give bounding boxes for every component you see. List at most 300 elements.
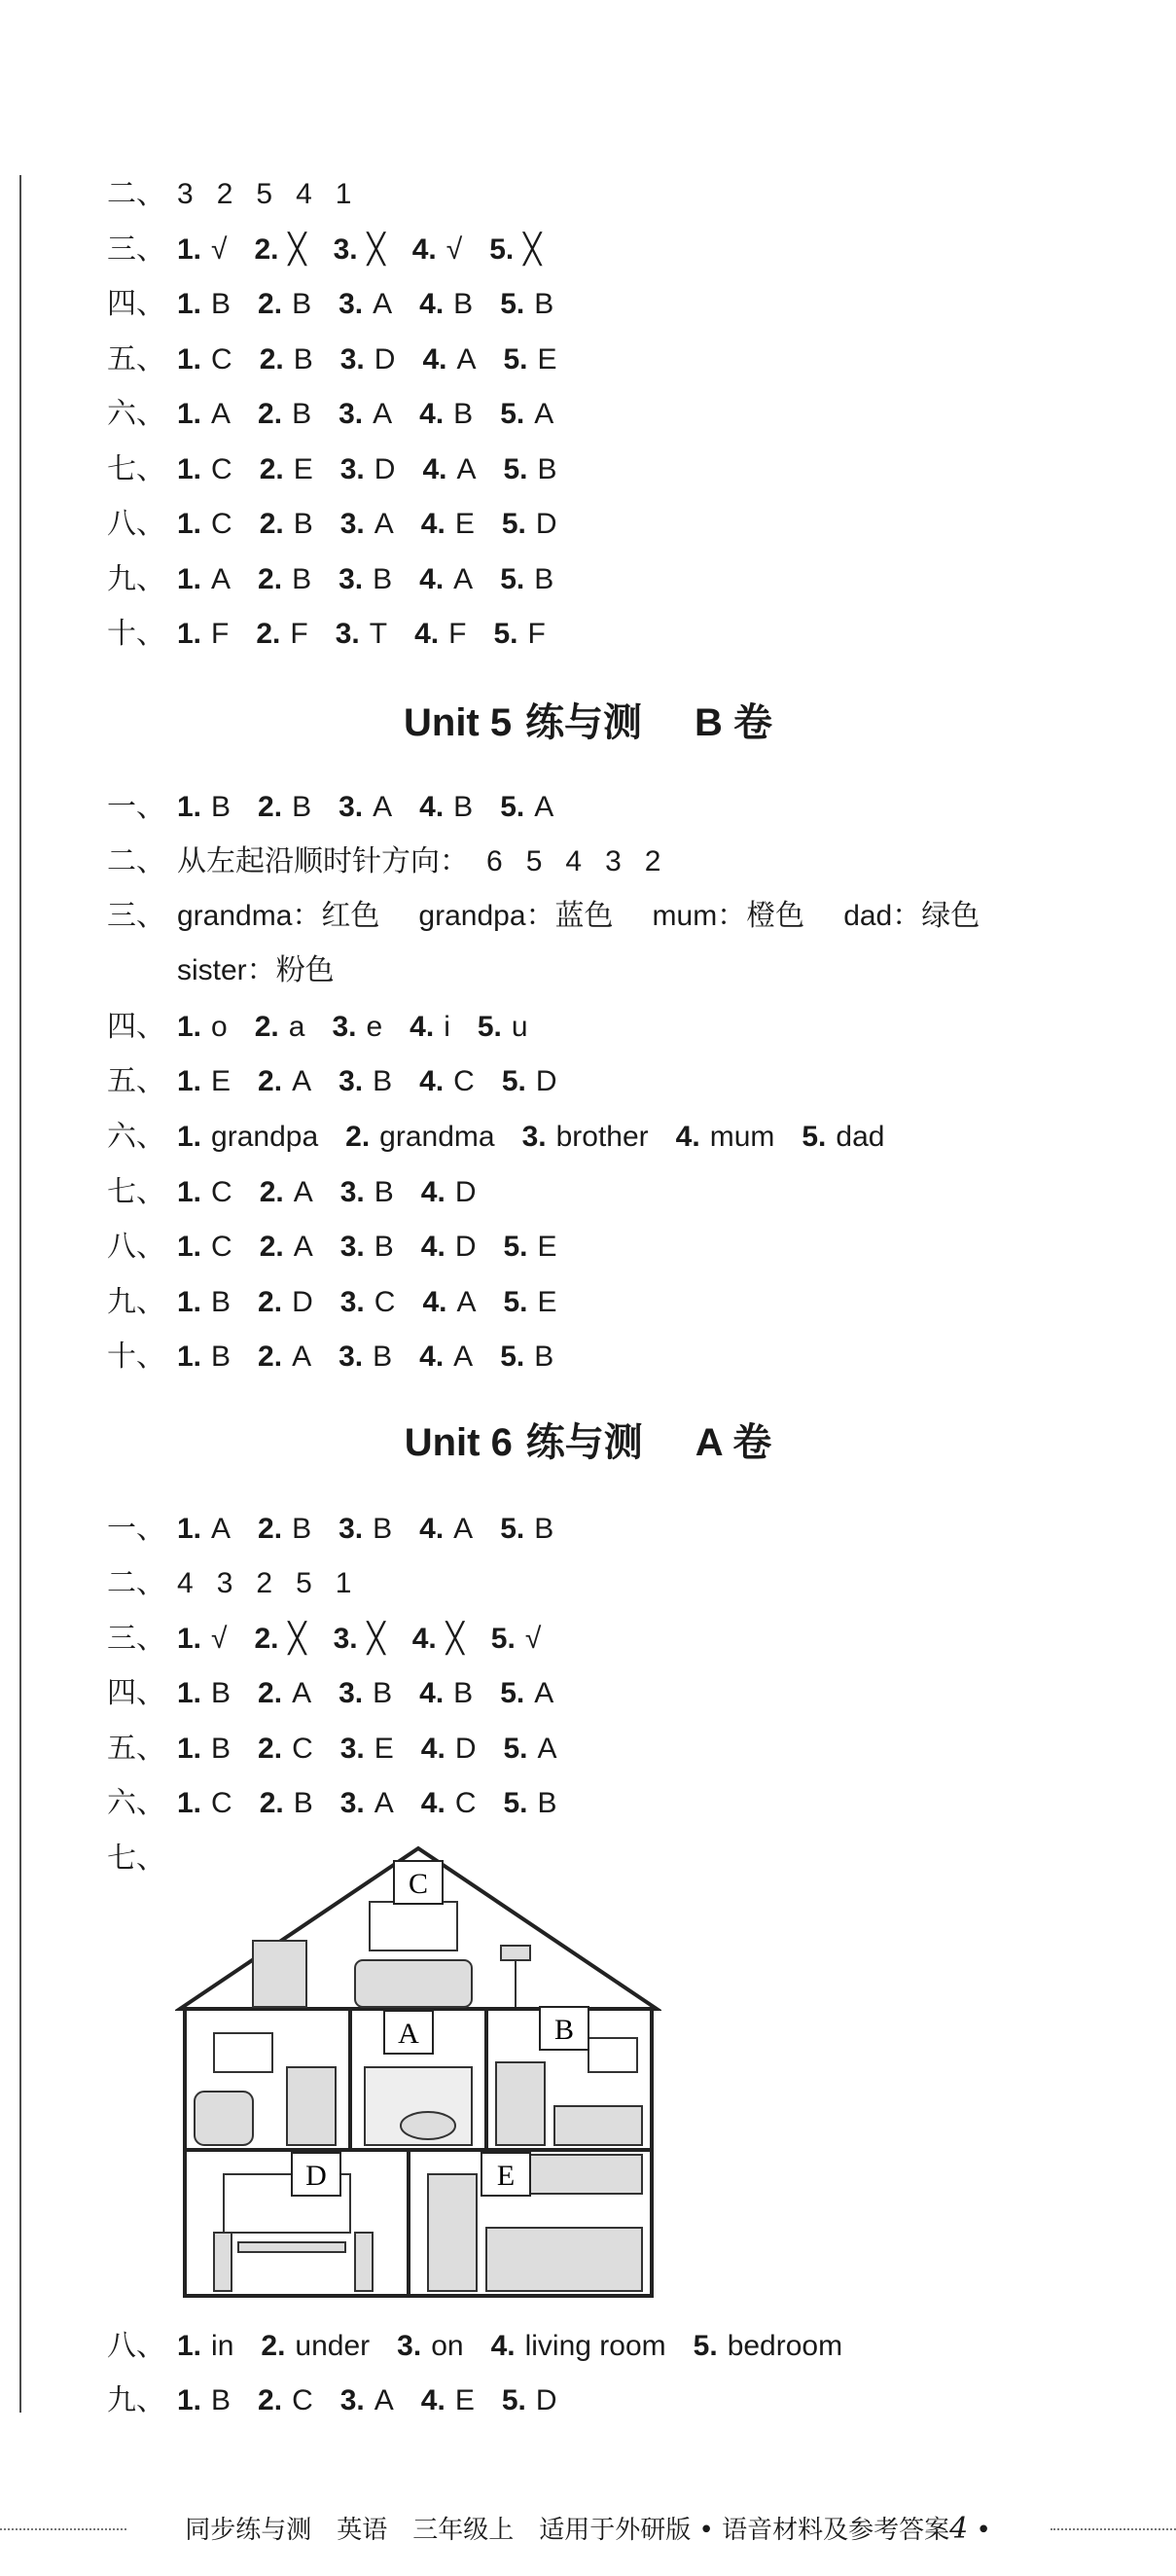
- sequence-value: 4: [177, 1567, 194, 1599]
- answer-item: [504, 450, 557, 489]
- item-answer: A: [373, 398, 393, 430]
- sequence-value: 4: [296, 178, 312, 210]
- answer-item: [339, 1062, 392, 1101]
- item-number: 4.: [411, 233, 437, 266]
- item-number: 1.: [177, 1733, 202, 1765]
- answer-item: [177, 1338, 231, 1377]
- question-number: 三、: [107, 1622, 165, 1656]
- item-answer: B: [211, 791, 232, 823]
- color-answer: [653, 900, 805, 932]
- sequence-value: 2: [256, 1567, 273, 1599]
- item-answer: B: [534, 288, 554, 320]
- answer-row: [107, 2381, 585, 2420]
- item-number: 3.: [339, 1513, 364, 1545]
- answer-item: [340, 1228, 394, 1267]
- item-number: 4.: [490, 2330, 516, 2362]
- sequence-value: 1: [335, 178, 352, 210]
- question-number: 三、: [107, 899, 165, 933]
- answer-item: [255, 1008, 305, 1047]
- item-number: 2.: [254, 233, 279, 266]
- item-number: 3.: [339, 563, 364, 595]
- item-number: 2.: [258, 288, 283, 320]
- color-answer: [418, 900, 613, 932]
- item-answer: B: [211, 1341, 232, 1373]
- item-number: 4.: [420, 1787, 445, 1819]
- question-number: 十、: [107, 1340, 165, 1374]
- item-answer: B: [211, 288, 232, 320]
- answer-item: [260, 505, 313, 544]
- item-answer: A: [456, 343, 477, 376]
- item-number: 1.: [177, 1286, 202, 1318]
- item-answer: T: [369, 618, 388, 650]
- answer-row: [107, 340, 585, 379]
- item-number: 3.: [339, 1677, 364, 1709]
- answer-item: [258, 788, 311, 827]
- heading-unit: Unit 6: [404, 1421, 513, 1464]
- item-number: 1.: [177, 1121, 202, 1153]
- answer-row: [107, 1338, 581, 1377]
- item-answer: E: [537, 343, 557, 376]
- answer-item: [334, 231, 385, 269]
- sequence-value: 5: [525, 845, 543, 877]
- answer-item: [422, 450, 476, 489]
- item-number: 4.: [420, 2384, 445, 2416]
- item-number: 1.: [177, 1623, 202, 1655]
- chair-left-icon: [214, 2233, 232, 2291]
- item-number: 1.: [177, 233, 202, 266]
- color-name: 红色: [321, 899, 380, 933]
- item-number: 5.: [503, 1787, 528, 1819]
- window-icon: [370, 1902, 457, 1950]
- item-answer: B: [293, 508, 313, 540]
- item-answer: on: [431, 2330, 464, 2362]
- item-number: 5.: [503, 1286, 528, 1318]
- item-number: 4.: [422, 453, 447, 485]
- answer-item: [694, 2327, 842, 2366]
- answer-item: [336, 615, 387, 654]
- answer-item: [177, 1062, 231, 1101]
- item-number: 3.: [339, 1733, 365, 1765]
- item-number: 5.: [500, 1677, 525, 1709]
- item-answer: A: [456, 453, 477, 485]
- item-number: 3.: [339, 1286, 365, 1318]
- answer-row: [107, 615, 573, 654]
- item-number: 3.: [339, 453, 365, 485]
- answer-item: [504, 340, 557, 379]
- item-answer: A: [374, 1787, 394, 1819]
- answer-row: [107, 1840, 177, 1878]
- answer-item: [504, 1228, 557, 1267]
- answer-row: [107, 1173, 504, 1212]
- answer-item: [339, 560, 392, 599]
- footer-text: 同步练与测 英语 三年级上 适用于外研版 • 语音材料及参考答案: [185, 2516, 950, 2545]
- armchair-icon: [195, 2092, 253, 2145]
- question-number: 七、: [107, 1175, 165, 1209]
- bookshelf-icon: [253, 1941, 306, 2007]
- item-answer: dad: [836, 1121, 885, 1153]
- answer-item: [177, 1173, 232, 1212]
- item-answer: A: [453, 1513, 474, 1545]
- answer-item: [500, 788, 553, 827]
- answer-item: [502, 1062, 557, 1101]
- answer-row: [107, 1118, 911, 1157]
- item-number: 3.: [339, 2384, 365, 2416]
- item-answer: A: [293, 1176, 313, 1208]
- item-answer: B: [211, 1677, 232, 1709]
- item-answer: ╳: [288, 233, 306, 266]
- item-number: 2.: [256, 618, 281, 650]
- item-number: 2.: [258, 791, 283, 823]
- answer-item: [340, 505, 394, 544]
- item-number: 1.: [177, 1787, 202, 1819]
- answer-item: [177, 1008, 228, 1047]
- item-number: 4.: [422, 343, 447, 376]
- item-number: 3.: [335, 618, 360, 650]
- item-answer: A: [534, 791, 554, 823]
- answer-item: [410, 1008, 450, 1047]
- room-label-bottom-right: E: [496, 2160, 516, 2192]
- answer-item: [478, 1008, 528, 1047]
- sequence-value: 5: [256, 178, 273, 210]
- answer-item: [504, 1730, 557, 1769]
- answer-row: [107, 1784, 585, 1823]
- answer-item: [261, 2327, 370, 2366]
- item-number: 2.: [254, 1011, 279, 1043]
- answer-item: [339, 1510, 392, 1549]
- answer-item: [258, 1062, 311, 1101]
- item-answer: √: [524, 1623, 542, 1655]
- answer-item: [339, 788, 392, 827]
- question-number: 六、: [107, 397, 165, 431]
- item-answer: A: [373, 288, 393, 320]
- answer-item: [177, 1784, 232, 1823]
- item-number: 5.: [501, 1065, 526, 1097]
- question-number: 三、: [107, 233, 165, 267]
- sequence-value: 5: [296, 1567, 312, 1599]
- item-answer: B: [292, 288, 312, 320]
- answer-item: [419, 788, 473, 827]
- item-number: 3.: [339, 508, 365, 540]
- answer-item: [419, 1062, 475, 1101]
- item-answer: B: [374, 1176, 394, 1208]
- item-answer: e: [366, 1011, 383, 1043]
- item-answer: D: [454, 1231, 477, 1263]
- item-answer: C: [453, 1065, 475, 1097]
- item-answer: F: [290, 618, 308, 650]
- answer-item: [802, 1118, 884, 1157]
- answer-item: [500, 1674, 553, 1713]
- item-number: 1.: [177, 1176, 202, 1208]
- item-answer: B: [292, 563, 312, 595]
- item-answer: A: [537, 1733, 557, 1765]
- item-number: 4.: [419, 1341, 445, 1373]
- answer-item: [177, 1118, 318, 1157]
- item-number: 5.: [477, 1011, 502, 1043]
- item-answer: B: [373, 1341, 393, 1373]
- item-answer: living room: [524, 2330, 666, 2362]
- item-number: 3.: [339, 343, 365, 376]
- item-answer: C: [211, 508, 232, 540]
- item-number: 4.: [419, 398, 445, 430]
- sequence-value: 3: [216, 1567, 233, 1599]
- answer-row: [107, 395, 581, 434]
- heading-title: 练与测: [525, 1419, 643, 1465]
- item-number: 1.: [177, 1513, 202, 1545]
- answer-row: [107, 450, 585, 489]
- item-answer: D: [454, 1733, 477, 1765]
- item-number: 2.: [259, 1231, 284, 1263]
- heading-paper: B 卷: [695, 701, 772, 744]
- item-number: 1.: [177, 2330, 202, 2362]
- answer-item: [258, 1510, 311, 1549]
- answer-item: [489, 231, 541, 269]
- item-answer: grandma: [379, 1121, 495, 1153]
- item-answer: D: [374, 453, 396, 485]
- item-answer: B: [537, 1787, 557, 1819]
- answer-item: [502, 2381, 557, 2420]
- color-answer: [177, 954, 335, 986]
- item-answer: D: [374, 343, 396, 376]
- item-answer: a: [288, 1011, 305, 1043]
- sequence-value: 2: [216, 178, 233, 210]
- answer-item: [421, 1173, 477, 1212]
- answer-item: [419, 1510, 473, 1549]
- item-number: 2.: [258, 1733, 283, 1765]
- room-label-middle-right: B: [553, 2014, 575, 2046]
- answer-item: [260, 340, 313, 379]
- item-number: 4.: [419, 1513, 445, 1545]
- question-number: 一、: [107, 790, 165, 824]
- answer-row: [107, 897, 1018, 936]
- item-answer: C: [292, 1733, 313, 1765]
- answer-item: [177, 450, 232, 489]
- heading-title: 练与测: [525, 699, 643, 745]
- item-number: 5.: [500, 791, 525, 823]
- item-number: 3.: [333, 233, 358, 266]
- item-number: 5.: [501, 2384, 526, 2416]
- item-answer: in: [211, 2330, 234, 2362]
- dining-table-icon: [238, 2242, 345, 2252]
- item-answer: B: [293, 343, 313, 376]
- answer-item: [258, 560, 311, 599]
- lamp-shade-icon: [501, 1946, 530, 1960]
- bathtub-icon: [401, 2112, 455, 2139]
- answer-item: [340, 1784, 394, 1823]
- answer-item: [340, 2381, 394, 2420]
- answer-row: [107, 1228, 585, 1267]
- question-number: 八、: [107, 1230, 165, 1264]
- item-number: 3.: [339, 288, 364, 320]
- item-answer: E: [211, 1065, 232, 1097]
- item-number: 2.: [254, 1623, 279, 1655]
- answer-item: [177, 788, 231, 827]
- answer-row: [107, 788, 581, 827]
- item-number: 2.: [258, 1065, 283, 1097]
- item-number: 3.: [333, 1623, 358, 1655]
- answer-item: [412, 231, 463, 269]
- answer-item: [421, 1784, 477, 1823]
- item-number: 1.: [177, 453, 202, 485]
- item-answer: brother: [555, 1121, 649, 1153]
- question-number: 一、: [107, 1512, 165, 1546]
- answer-prefix: 从左起沿顺时针方向：: [177, 844, 469, 878]
- answer-row: [107, 2327, 870, 2366]
- item-number: 5.: [503, 1733, 528, 1765]
- item-number: 5.: [500, 398, 525, 430]
- question-number: 四、: [107, 287, 165, 321]
- question-number: 十、: [107, 617, 165, 651]
- item-answer: E: [454, 508, 475, 540]
- item-number: 4.: [420, 1733, 445, 1765]
- item-number: 1.: [177, 288, 202, 320]
- item-answer: F: [448, 618, 467, 650]
- item-number: 3.: [339, 791, 364, 823]
- item-answer: B: [453, 398, 474, 430]
- answer-item: [256, 615, 307, 654]
- answer-item: [177, 505, 232, 544]
- answer-row: [107, 1620, 568, 1659]
- family-member: grandma：: [177, 900, 322, 932]
- item-number: 1.: [177, 1011, 202, 1043]
- item-number: 4.: [410, 1011, 435, 1043]
- item-number: 2.: [258, 1341, 283, 1373]
- item-answer: bedroom: [727, 2330, 843, 2362]
- item-number: 5.: [493, 618, 518, 650]
- answer-item: [500, 1338, 553, 1377]
- item-answer: D: [454, 1176, 477, 1208]
- answer-item: [260, 450, 313, 489]
- answer-item: [258, 1283, 313, 1322]
- answer-item: [522, 1118, 649, 1157]
- item-answer: ╳: [288, 1623, 306, 1655]
- sequence-value: 2: [644, 845, 661, 877]
- item-answer: B: [534, 563, 554, 595]
- page-number: 4: [949, 2512, 969, 2546]
- item-answer: B: [373, 1677, 393, 1709]
- answer-item: [340, 1173, 394, 1212]
- item-number: 4.: [420, 1176, 445, 1208]
- house-illustration: [175, 1843, 661, 2301]
- question-number: 七、: [107, 1842, 165, 1876]
- answer-row: [107, 1730, 585, 1769]
- item-number: 2.: [261, 2330, 286, 2362]
- answer-item: [255, 1620, 306, 1659]
- item-answer: F: [211, 618, 230, 650]
- item-number: 3.: [332, 1011, 357, 1043]
- answer-item: [339, 1674, 392, 1713]
- answer-item: [177, 395, 231, 434]
- item-number: 1.: [177, 1677, 202, 1709]
- item-answer: B: [537, 453, 557, 485]
- item-number: 5.: [490, 1623, 516, 1655]
- item-number: 2.: [258, 1513, 283, 1545]
- item-answer: E: [374, 1733, 394, 1765]
- item-number: 4.: [422, 1286, 447, 1318]
- bedroom-window-icon: [588, 2038, 637, 2072]
- item-answer: A: [374, 2384, 394, 2416]
- bed-icon: [554, 2106, 642, 2145]
- answer-row: [107, 1564, 374, 1603]
- answer-row: [107, 1510, 581, 1549]
- item-answer: C: [211, 1176, 232, 1208]
- question-number: 四、: [107, 1676, 165, 1710]
- answer-item: [491, 1620, 542, 1659]
- question-number: 九、: [107, 2383, 165, 2417]
- item-answer: ╳: [367, 1623, 385, 1655]
- unit5-b-heading: [0, 696, 1176, 750]
- sequence-value: 6: [486, 845, 503, 877]
- family-member: grandpa：: [418, 900, 555, 932]
- sequence-value: 3: [605, 845, 622, 877]
- item-answer: A: [211, 563, 232, 595]
- item-number: 5.: [802, 1121, 827, 1153]
- answer-item: [177, 1228, 232, 1267]
- answer-row: [107, 175, 374, 214]
- answer-item: [340, 450, 396, 489]
- sofa-icon: [355, 1960, 472, 2007]
- answer-item: [332, 1008, 382, 1047]
- item-number: 2.: [259, 453, 284, 485]
- item-answer: D: [535, 508, 557, 540]
- item-number: 1.: [177, 1341, 202, 1373]
- item-answer: B: [211, 2384, 232, 2416]
- item-answer: E: [293, 453, 313, 485]
- item-number: 4.: [419, 563, 445, 595]
- answer-item: [676, 1118, 775, 1157]
- sequence-value: 3: [177, 178, 194, 210]
- room-label-bottom-left: D: [305, 2160, 327, 2192]
- item-number: 3.: [339, 1176, 365, 1208]
- item-answer: B: [211, 1286, 232, 1318]
- question-number: 九、: [107, 1285, 165, 1319]
- answer-item: [258, 1338, 311, 1377]
- answer-row: [107, 1674, 581, 1713]
- item-answer: E: [454, 2384, 475, 2416]
- question-number: 五、: [107, 1064, 165, 1098]
- item-answer: ╳: [367, 233, 385, 266]
- item-answer: A: [456, 1286, 477, 1318]
- answer-row: [107, 951, 374, 990]
- kitchen-counter-icon: [486, 2228, 642, 2291]
- color-answer: [843, 900, 980, 932]
- sequence-value: 1: [335, 1567, 352, 1599]
- desk-icon: [287, 2067, 336, 2145]
- item-answer: E: [537, 1231, 557, 1263]
- item-answer: A: [211, 398, 232, 430]
- answer-item: [255, 231, 306, 269]
- color-answer: [177, 900, 379, 932]
- item-answer: under: [295, 2330, 371, 2362]
- item-answer: B: [453, 288, 474, 320]
- answer-item: [258, 1674, 311, 1713]
- question-number: 九、: [107, 562, 165, 596]
- item-number: 5.: [489, 233, 515, 266]
- item-answer: C: [211, 1231, 232, 1263]
- item-number: 1.: [177, 563, 202, 595]
- answer-item: [177, 560, 231, 599]
- item-answer: A: [292, 1341, 312, 1373]
- item-number: 3.: [339, 398, 364, 430]
- item-answer: B: [292, 398, 312, 430]
- item-answer: C: [292, 2384, 313, 2416]
- item-number: 2.: [258, 2384, 283, 2416]
- fridge-icon: [428, 2174, 477, 2291]
- item-number: 4.: [419, 1677, 445, 1709]
- question-number: 五、: [107, 1732, 165, 1766]
- item-answer: D: [292, 1286, 313, 1318]
- answer-row: [107, 842, 684, 881]
- item-answer: B: [534, 1513, 554, 1545]
